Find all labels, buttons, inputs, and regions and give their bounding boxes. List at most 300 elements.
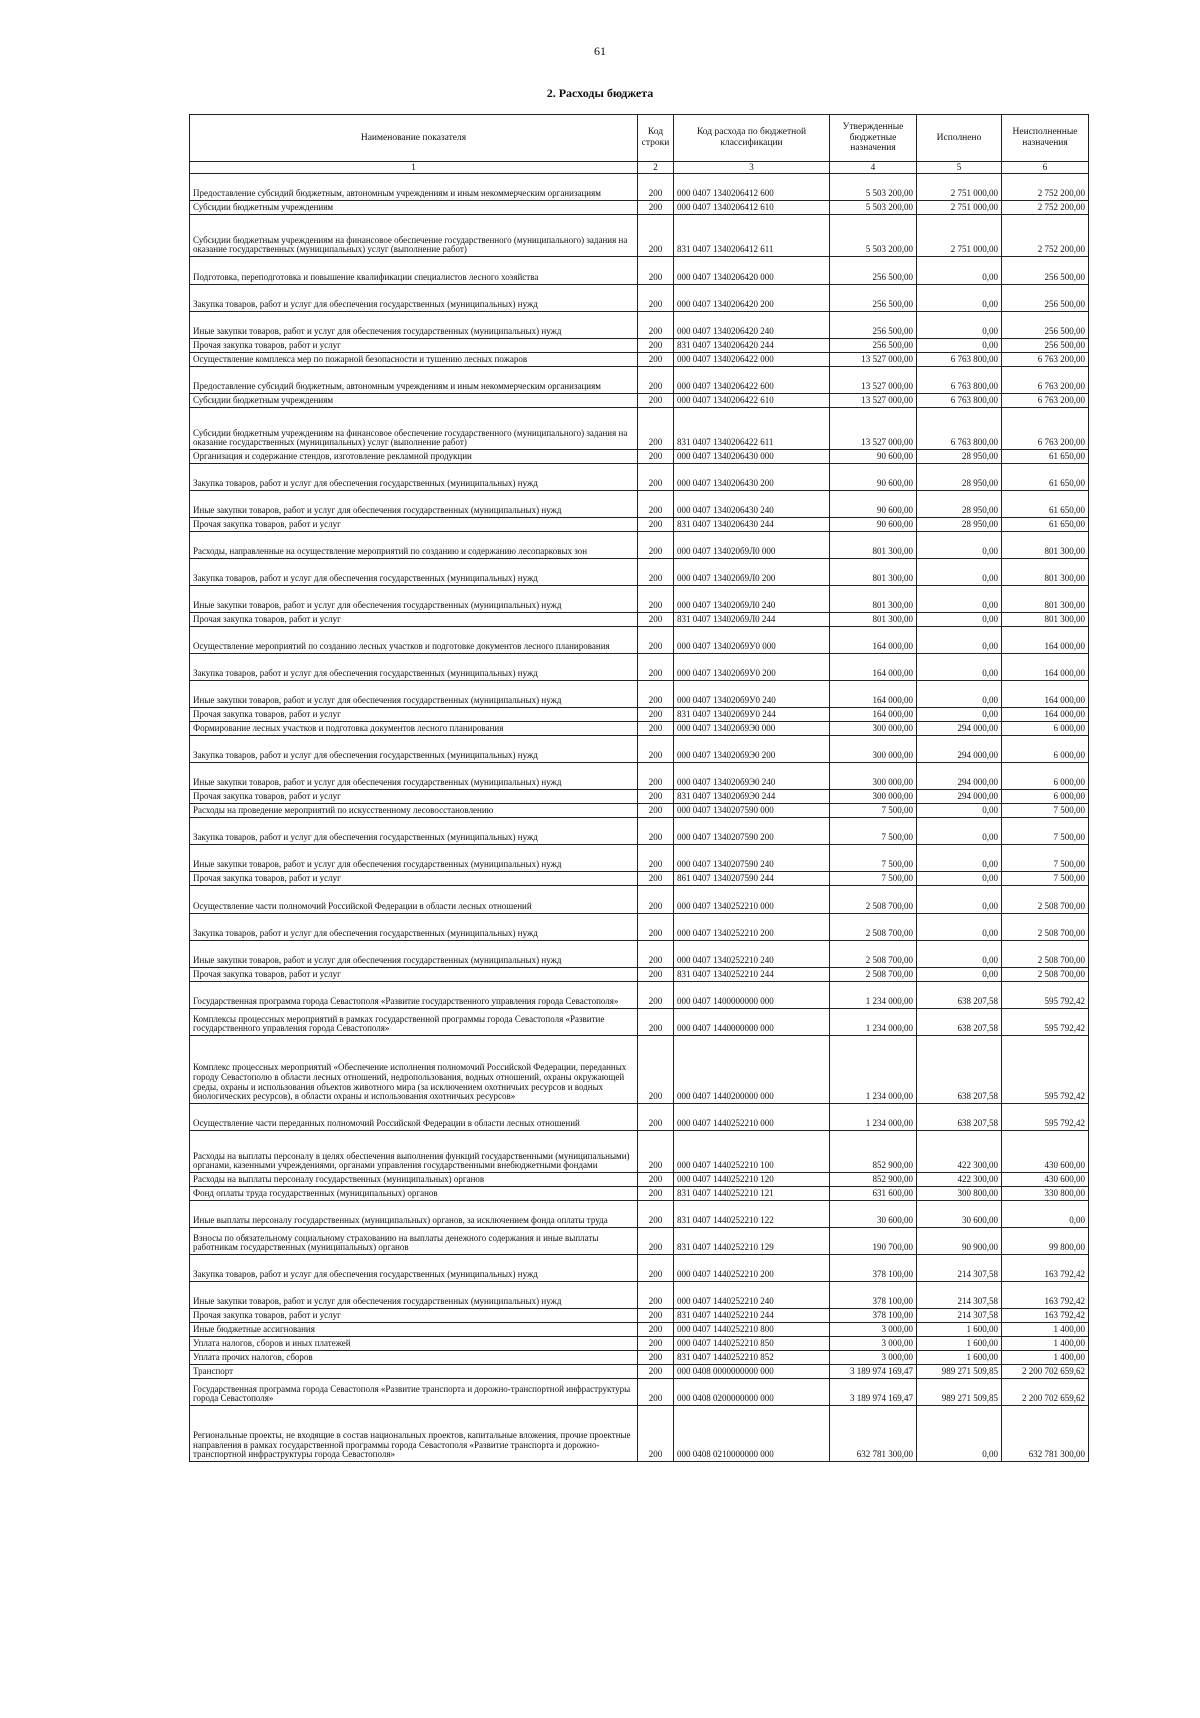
row-name: Осуществление части полномочий Российской Федерации в области лесных отношений [190, 886, 638, 914]
row-line-code: 200 [638, 285, 674, 312]
row-budget-code: 861 0407 1340207590 244 [674, 872, 830, 886]
row-unexecuted: 61 650,00 [1002, 464, 1089, 491]
row-line-code: 200 [638, 722, 674, 736]
row-name: Расходы на выплаты персоналу государственных (муниципальных) органов [190, 1173, 638, 1187]
row-name: Предоставление субсидий бюджетным, автономным учреждениям и иным некоммерческим организациям [190, 174, 638, 201]
row-executed: 0,00 [917, 586, 1002, 613]
row-line-code: 200 [638, 982, 674, 1009]
row-approved: 13 527 000,00 [830, 394, 917, 408]
row-name: Организация и содержание стендов, изготовление рекламной продукции [190, 450, 638, 464]
table-row [190, 1379, 1089, 1406]
row-budget-code: 000 0407 1340206420 200 [674, 285, 830, 312]
row-executed: 6 763 800,00 [917, 394, 1002, 408]
row-line-code: 200 [638, 818, 674, 845]
row-line-code: 200 [638, 613, 674, 627]
table-row [190, 708, 1089, 722]
row-unexecuted: 430 600,00 [1002, 1173, 1089, 1187]
row-executed: 0,00 [917, 339, 1002, 353]
row-approved: 2 508 700,00 [830, 886, 917, 914]
row-approved: 3 189 974 169,47 [830, 1365, 917, 1379]
row-budget-code: 000 0407 1340252210 240 [674, 941, 830, 968]
col-header-row-code: Код строки [638, 115, 674, 162]
row-executed: 294 000,00 [917, 722, 1002, 736]
row-unexecuted: 0,00 [1002, 1201, 1089, 1228]
row-approved: 7 500,00 [830, 845, 917, 872]
row-budget-code: 000 0407 1440000000 000 [674, 1009, 830, 1036]
row-budget-code: 831 0407 1440252210 121 [674, 1187, 830, 1201]
table-row [190, 1323, 1089, 1337]
row-executed: 0,00 [917, 818, 1002, 845]
row-executed: 0,00 [917, 845, 1002, 872]
row-executed: 0,00 [917, 681, 1002, 708]
row-name: Закупка товаров, работ и услуг для обеспечения государственных (муниципальных) нужд [190, 818, 638, 845]
row-executed: 294 000,00 [917, 736, 1002, 763]
row-budget-code: 000 0407 1440252210 000 [674, 1104, 830, 1131]
row-executed: 2 751 000,00 [917, 215, 1002, 257]
col-header-approved: Утвержденные бюджетные назначения [830, 115, 917, 162]
row-line-code: 200 [638, 845, 674, 872]
row-budget-code: 000 0407 1440252210 240 [674, 1282, 830, 1309]
row-budget-code: 000 0407 1440200000 000 [674, 1036, 830, 1104]
table-row [190, 1406, 1089, 1462]
row-name: Фонд оплаты труда государственных (муниципальных) органов [190, 1187, 638, 1201]
table-row [190, 559, 1089, 586]
row-unexecuted: 595 792,42 [1002, 1036, 1089, 1104]
row-approved: 256 500,00 [830, 339, 917, 353]
column-number: 2 [638, 162, 674, 174]
row-line-code: 200 [638, 1201, 674, 1228]
table-row [190, 763, 1089, 790]
row-budget-code: 000 0407 1340206420 000 [674, 257, 830, 285]
row-executed: 294 000,00 [917, 763, 1002, 790]
row-unexecuted: 1 400,00 [1002, 1323, 1089, 1337]
row-budget-code: 000 0407 1440252210 100 [674, 1131, 830, 1173]
row-approved: 801 300,00 [830, 559, 917, 586]
row-executed: 0,00 [917, 285, 1002, 312]
row-unexecuted: 595 792,42 [1002, 1104, 1089, 1131]
table-row [190, 845, 1089, 872]
row-line-code: 200 [638, 1337, 674, 1351]
table-row [190, 1228, 1089, 1255]
row-budget-code: 000 0407 134020б9Э0 240 [674, 763, 830, 790]
table-row [190, 532, 1089, 559]
row-line-code: 200 [638, 1009, 674, 1036]
row-budget-code: 000 0407 1340206430 200 [674, 464, 830, 491]
row-unexecuted: 6 000,00 [1002, 763, 1089, 790]
row-unexecuted: 2 508 700,00 [1002, 968, 1089, 982]
row-approved: 2 508 700,00 [830, 968, 917, 982]
row-line-code: 200 [638, 339, 674, 353]
row-line-code: 200 [638, 627, 674, 654]
row-unexecuted: 2 508 700,00 [1002, 886, 1089, 914]
table-row [190, 257, 1089, 285]
row-unexecuted: 164 000,00 [1002, 654, 1089, 681]
table-row [190, 1309, 1089, 1323]
row-unexecuted: 2 752 200,00 [1002, 201, 1089, 215]
table-row [190, 941, 1089, 968]
row-line-code: 200 [638, 1323, 674, 1337]
row-name: Закупка товаров, работ и услуг для обеспечения государственных (муниципальных) нужд [190, 559, 638, 586]
row-line-code: 200 [638, 790, 674, 804]
row-approved: 300 000,00 [830, 790, 917, 804]
row-line-code: 200 [638, 872, 674, 886]
row-name: Прочая закупка товаров, работ и услуг [190, 339, 638, 353]
table-row [190, 654, 1089, 681]
row-executed: 0,00 [917, 613, 1002, 627]
column-number: 5 [917, 162, 1002, 174]
col-header-unexecuted: Неисполненные назначения [1002, 115, 1089, 162]
table-row [190, 367, 1089, 394]
table-row [190, 312, 1089, 339]
row-budget-code: 000 0407 1340252210 200 [674, 914, 830, 941]
row-approved: 852 900,00 [830, 1131, 917, 1173]
table-row [190, 394, 1089, 408]
row-line-code: 200 [638, 914, 674, 941]
row-executed: 638 207,58 [917, 1036, 1002, 1104]
row-executed: 0,00 [917, 886, 1002, 914]
row-executed: 0,00 [917, 1406, 1002, 1462]
row-name: Осуществление комплекса мер по пожарной безопасности и тушению лесных пожаров [190, 353, 638, 367]
row-executed: 28 950,00 [917, 464, 1002, 491]
row-approved: 90 600,00 [830, 491, 917, 518]
row-name: Расходы, направленные на осуществление мероприятий по созданию и содержанию лесопарковых зон [190, 532, 638, 559]
table-row [190, 914, 1089, 941]
row-executed: 0,00 [917, 968, 1002, 982]
table-row [190, 1337, 1089, 1351]
row-unexecuted: 61 650,00 [1002, 518, 1089, 532]
row-approved: 90 600,00 [830, 464, 917, 491]
row-approved: 1 234 000,00 [830, 1104, 917, 1131]
row-budget-code: 000 0407 134020б9Л0 240 [674, 586, 830, 613]
table-row [190, 1131, 1089, 1173]
row-approved: 256 500,00 [830, 285, 917, 312]
row-unexecuted: 632 781 300,00 [1002, 1406, 1089, 1462]
row-approved: 3 000,00 [830, 1351, 917, 1365]
col-header-name: Наименование показателя [190, 115, 638, 162]
row-name: Расходы на проведение мероприятий по искусственному лесовосстановлению [190, 804, 638, 818]
row-approved: 300 000,00 [830, 722, 917, 736]
table-row [190, 722, 1089, 736]
row-name: Прочая закупка товаров, работ и услуг [190, 790, 638, 804]
row-unexecuted: 256 500,00 [1002, 339, 1089, 353]
row-unexecuted: 99 800,00 [1002, 1228, 1089, 1255]
row-executed: 0,00 [917, 627, 1002, 654]
row-line-code: 200 [638, 763, 674, 790]
row-budget-code: 831 0407 1440252210 852 [674, 1351, 830, 1365]
row-unexecuted: 2 200 702 659,62 [1002, 1365, 1089, 1379]
row-budget-code: 831 0407 134020б9У0 244 [674, 708, 830, 722]
table-row [190, 1201, 1089, 1228]
row-approved: 378 100,00 [830, 1309, 917, 1323]
row-budget-code: 000 0407 134020б9У0 200 [674, 654, 830, 681]
table-row [190, 872, 1089, 886]
row-line-code: 200 [638, 804, 674, 818]
row-executed: 28 950,00 [917, 450, 1002, 464]
table-row [190, 353, 1089, 367]
row-budget-code: 831 0407 1340206420 244 [674, 339, 830, 353]
table-row [190, 1255, 1089, 1282]
row-budget-code: 831 0407 1440252210 129 [674, 1228, 830, 1255]
row-unexecuted: 61 650,00 [1002, 491, 1089, 518]
row-line-code: 200 [638, 1282, 674, 1309]
row-name: Осуществление части переданных полномочий Российской Федерации в области лесных отношений [190, 1104, 638, 1131]
table-row [190, 790, 1089, 804]
row-approved: 1 234 000,00 [830, 1036, 917, 1104]
row-approved: 7 500,00 [830, 818, 917, 845]
row-executed: 0,00 [917, 312, 1002, 339]
row-name: Предоставление субсидий бюджетным, автономным учреждениям и иным некоммерческим организациям [190, 367, 638, 394]
table-row [190, 982, 1089, 1009]
row-line-code: 200 [638, 215, 674, 257]
table-row [190, 1351, 1089, 1365]
row-unexecuted: 6 763 200,00 [1002, 408, 1089, 450]
row-approved: 2 508 700,00 [830, 914, 917, 941]
row-approved: 164 000,00 [830, 681, 917, 708]
row-name: Иные бюджетные ассигнования [190, 1323, 638, 1337]
row-executed: 0,00 [917, 914, 1002, 941]
header-row [190, 115, 1089, 162]
page-number: 61 [594, 44, 606, 58]
row-name: Закупка товаров, работ и услуг для обеспечения государственных (муниципальных) нужд [190, 1255, 638, 1282]
row-approved: 13 527 000,00 [830, 353, 917, 367]
row-executed: 0,00 [917, 941, 1002, 968]
row-budget-code: 831 0407 1340206422 611 [674, 408, 830, 450]
row-name: Иные закупки товаров, работ и услуг для обеспечения государственных (муниципальных) нужд [190, 586, 638, 613]
row-budget-code: 000 0407 1340206422 600 [674, 367, 830, 394]
column-number: 3 [674, 162, 830, 174]
row-name: Иные закупки товаров, работ и услуг для обеспечения государственных (муниципальных) нужд [190, 312, 638, 339]
table-row [190, 613, 1089, 627]
row-budget-code: 000 0407 1340206422 610 [674, 394, 830, 408]
row-executed: 422 300,00 [917, 1131, 1002, 1173]
row-approved: 164 000,00 [830, 654, 917, 681]
row-line-code: 200 [638, 1309, 674, 1323]
row-approved: 3 189 974 169,47 [830, 1379, 917, 1406]
row-line-code: 200 [638, 394, 674, 408]
row-unexecuted: 7 500,00 [1002, 872, 1089, 886]
row-line-code: 200 [638, 1036, 674, 1104]
row-approved: 190 700,00 [830, 1228, 917, 1255]
row-approved: 256 500,00 [830, 257, 917, 285]
row-line-code: 200 [638, 450, 674, 464]
row-budget-code: 000 0407 1440252210 200 [674, 1255, 830, 1282]
row-budget-code: 000 0407 134020б9Э0 200 [674, 736, 830, 763]
row-executed: 90 900,00 [917, 1228, 1002, 1255]
row-budget-code: 000 0407 134020б9У0 000 [674, 627, 830, 654]
row-approved: 13 527 000,00 [830, 367, 917, 394]
row-line-code: 200 [638, 1365, 674, 1379]
row-unexecuted: 163 792,42 [1002, 1282, 1089, 1309]
column-number-row [190, 162, 1089, 174]
row-executed: 2 751 000,00 [917, 201, 1002, 215]
row-executed: 0,00 [917, 257, 1002, 285]
row-unexecuted: 2 508 700,00 [1002, 914, 1089, 941]
row-unexecuted: 430 600,00 [1002, 1131, 1089, 1173]
row-line-code: 200 [638, 1351, 674, 1365]
table-row [190, 174, 1089, 201]
row-line-code: 200 [638, 941, 674, 968]
row-line-code: 200 [638, 1104, 674, 1131]
row-executed: 1 600,00 [917, 1351, 1002, 1365]
row-executed: 6 763 800,00 [917, 408, 1002, 450]
row-executed: 214 307,58 [917, 1309, 1002, 1323]
table-row [190, 464, 1089, 491]
row-budget-code: 831 0407 134020б9Э0 244 [674, 790, 830, 804]
row-approved: 90 600,00 [830, 518, 917, 532]
row-line-code: 200 [638, 886, 674, 914]
row-unexecuted: 2 752 200,00 [1002, 174, 1089, 201]
row-budget-code: 000 0407 1340206422 000 [674, 353, 830, 367]
row-unexecuted: 6 000,00 [1002, 790, 1089, 804]
row-name: Закупка товаров, работ и услуг для обеспечения государственных (муниципальных) нужд [190, 464, 638, 491]
row-budget-code: 831 0407 1440252210 244 [674, 1309, 830, 1323]
row-name: Взносы по обязательному социальному страхованию на выплаты денежного содержания и иные выплаты работникам государственных (муниципальных) органов [190, 1228, 638, 1255]
row-name: Комплекс процессных мероприятий «Обеспечение исполнения полномочий Российской Федерации, переданных городу Севастополю в области лесных отношений, недропользования, водных отношений, охраны окружающей среды, охраны и использования объектов животного мира (за исключением охотничьих ресурсов и водных биологических ресурсов), в области охраны и использования охотничьих ресурсов» [190, 1036, 638, 1104]
section-title: 2. Расходы бюджета [546, 86, 654, 100]
row-unexecuted: 163 792,42 [1002, 1309, 1089, 1323]
row-name: Закупка товаров, работ и услуг для обеспечения государственных (муниципальных) нужд [190, 654, 638, 681]
row-line-code: 200 [638, 559, 674, 586]
row-executed: 6 763 800,00 [917, 367, 1002, 394]
row-approved: 2 508 700,00 [830, 941, 917, 968]
row-line-code: 200 [638, 257, 674, 285]
expenses-table [189, 114, 1089, 1462]
table-row [190, 627, 1089, 654]
row-unexecuted: 256 500,00 [1002, 285, 1089, 312]
row-budget-code: 000 0408 0000000000 000 [674, 1365, 830, 1379]
table-row [190, 736, 1089, 763]
row-unexecuted: 595 792,42 [1002, 1009, 1089, 1036]
table-row [190, 681, 1089, 708]
row-executed: 6 763 800,00 [917, 353, 1002, 367]
row-unexecuted: 164 000,00 [1002, 627, 1089, 654]
row-budget-code: 000 0407 134020б9Э0 000 [674, 722, 830, 736]
row-executed: 2 751 000,00 [917, 174, 1002, 201]
row-line-code: 200 [638, 532, 674, 559]
row-line-code: 200 [638, 1406, 674, 1462]
col-header-budget-code: Код расхода по бюджетной классификации [674, 115, 830, 162]
row-unexecuted: 164 000,00 [1002, 708, 1089, 722]
row-approved: 3 000,00 [830, 1337, 917, 1351]
row-unexecuted: 595 792,42 [1002, 982, 1089, 1009]
row-approved: 1 234 000,00 [830, 982, 917, 1009]
row-approved: 632 781 300,00 [830, 1406, 917, 1462]
row-executed: 638 207,58 [917, 982, 1002, 1009]
row-line-code: 200 [638, 1173, 674, 1187]
row-unexecuted: 801 300,00 [1002, 559, 1089, 586]
row-name: Региональные проекты, не входящие в состав национальных проектов, капитальные вложения, прочие проектные направления в рамках государственной программы города Севастополя «Развитие транспорта и дорожно-транспортной инфраструктуры города Севастополя» [190, 1406, 638, 1462]
row-approved: 5 503 200,00 [830, 174, 917, 201]
table-row [190, 1009, 1089, 1036]
row-executed: 214 307,58 [917, 1282, 1002, 1309]
row-unexecuted: 164 000,00 [1002, 681, 1089, 708]
row-budget-code: 831 0407 1340206412 611 [674, 215, 830, 257]
row-unexecuted: 2 752 200,00 [1002, 215, 1089, 257]
row-name: Иные закупки товаров, работ и услуг для обеспечения государственных (муниципальных) нужд [190, 845, 638, 872]
row-budget-code: 000 0407 1340207590 200 [674, 818, 830, 845]
row-line-code: 200 [638, 408, 674, 450]
table-row [190, 1104, 1089, 1131]
row-budget-code: 000 0407 1340207590 000 [674, 804, 830, 818]
row-line-code: 200 [638, 1131, 674, 1173]
row-line-code: 200 [638, 1187, 674, 1201]
row-approved: 300 000,00 [830, 763, 917, 790]
row-executed: 422 300,00 [917, 1173, 1002, 1187]
row-line-code: 200 [638, 312, 674, 339]
row-unexecuted: 61 650,00 [1002, 450, 1089, 464]
row-budget-code: 000 0407 1340206420 240 [674, 312, 830, 339]
row-name: Субсидии бюджетным учреждениям на финансовое обеспечение государственного (муниципального) задания на оказание государственных (муниципальных) услуг (выполнение работ) [190, 215, 638, 257]
row-line-code: 200 [638, 353, 674, 367]
row-budget-code: 000 0407 1340206430 000 [674, 450, 830, 464]
table-row [190, 339, 1089, 353]
table-body [190, 174, 1089, 1462]
row-executed: 1 600,00 [917, 1323, 1002, 1337]
row-line-code: 200 [638, 681, 674, 708]
row-name: Государственная программа города Севастополя «Развитие государственного управления города Севастополя» [190, 982, 638, 1009]
row-budget-code: 831 0407 134020б9Л0 244 [674, 613, 830, 627]
row-budget-code: 000 0407 1440252210 800 [674, 1323, 830, 1337]
row-executed: 294 000,00 [917, 790, 1002, 804]
row-unexecuted: 801 300,00 [1002, 586, 1089, 613]
row-approved: 1 234 000,00 [830, 1009, 917, 1036]
table-row [190, 1282, 1089, 1309]
row-name: Прочая закупка товаров, работ и услуг [190, 613, 638, 627]
row-approved: 631 600,00 [830, 1187, 917, 1201]
row-unexecuted: 6 000,00 [1002, 736, 1089, 763]
row-budget-code: 831 0407 1340252210 244 [674, 968, 830, 982]
row-unexecuted: 2 508 700,00 [1002, 941, 1089, 968]
row-name: Субсидии бюджетным учреждениям [190, 394, 638, 408]
row-approved: 801 300,00 [830, 586, 917, 613]
row-name: Уплата прочих налогов, сборов [190, 1351, 638, 1365]
row-budget-code: 000 0407 134020б9У0 240 [674, 681, 830, 708]
table-row [190, 518, 1089, 532]
row-name: Закупка товаров, работ и услуг для обеспечения государственных (муниципальных) нужд [190, 285, 638, 312]
row-budget-code: 831 0407 1440252210 122 [674, 1201, 830, 1228]
row-executed: 28 950,00 [917, 518, 1002, 532]
row-budget-code: 000 0407 1340207590 240 [674, 845, 830, 872]
row-name: Прочая закупка товаров, работ и услуг [190, 708, 638, 722]
row-executed: 989 271 509,85 [917, 1379, 1002, 1406]
row-name: Иные закупки товаров, работ и услуг для обеспечения государственных (муниципальных) нужд [190, 491, 638, 518]
table-row [190, 450, 1089, 464]
row-line-code: 200 [638, 736, 674, 763]
row-executed: 0,00 [917, 654, 1002, 681]
row-budget-code: 000 0408 0210000000 000 [674, 1406, 830, 1462]
row-approved: 801 300,00 [830, 532, 917, 559]
row-name: Прочая закупка товаров, работ и услуг [190, 1309, 638, 1323]
row-line-code: 200 [638, 654, 674, 681]
table-row [190, 1173, 1089, 1187]
row-approved: 164 000,00 [830, 708, 917, 722]
row-approved: 852 900,00 [830, 1173, 917, 1187]
row-unexecuted: 163 792,42 [1002, 1255, 1089, 1282]
column-number: 1 [190, 162, 638, 174]
row-unexecuted: 1 400,00 [1002, 1337, 1089, 1351]
row-unexecuted: 6 763 200,00 [1002, 394, 1089, 408]
row-budget-code: 000 0407 134020б9Л0 200 [674, 559, 830, 586]
row-budget-code: 000 0407 1340206412 600 [674, 174, 830, 201]
row-unexecuted: 801 300,00 [1002, 613, 1089, 627]
row-executed: 638 207,58 [917, 1009, 1002, 1036]
col-header-executed: Исполнено [917, 115, 1002, 162]
row-executed: 214 307,58 [917, 1255, 1002, 1282]
table-row [190, 804, 1089, 818]
row-name: Расходы на выплаты персоналу в целях обеспечения выполнения функций государственными (муниципальными) органами, казенными учреждениями, органами управления государственными внебюджетными фондами [190, 1131, 638, 1173]
row-budget-code: 000 0407 1340252210 000 [674, 886, 830, 914]
row-budget-code: 000 0407 1400000000 000 [674, 982, 830, 1009]
